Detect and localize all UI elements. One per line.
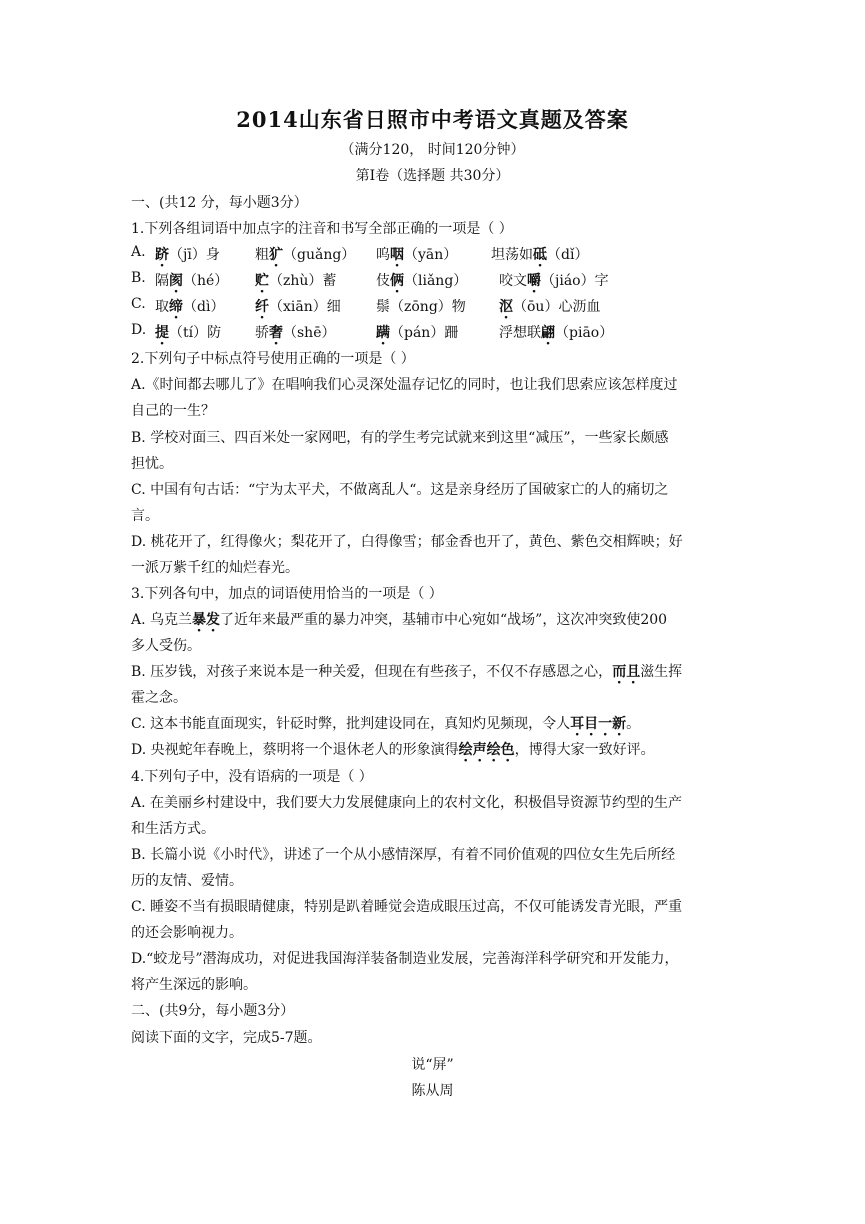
question-3-option-b-cont: 霍之念。: [131, 690, 187, 706]
question-2-option-c-cont: 言。: [131, 508, 159, 524]
dotted-word: 耳目一新: [570, 716, 627, 732]
option-word: 跻（jī）身: [155, 247, 220, 263]
question-4-option-c: C. 睡姿不当有损眼睛健康，特别是趴着睡觉会造成眼压过高，不仅可能诱发青光眼，严重: [131, 899, 683, 915]
option-word: 坦荡如砥（dǐ）: [491, 247, 589, 263]
question-3-option-b: B. 压岁钱，对孩子来说本是一种关爱，但现在有些孩子，不仅不存感恩之心，而且滋生挥: [131, 664, 683, 680]
option-label: B.: [131, 270, 146, 286]
question-3-option-a-cont: 多人受伤。: [131, 638, 201, 654]
question-2-option-d: D. 桃花开了，红得像火；梨花开了，白得像雪；郁金香也开了，黄色、紫色交相辉映；好: [131, 534, 683, 550]
article-author: 陈从周: [411, 1083, 454, 1099]
option-word: 骄奢（shē）: [255, 325, 336, 341]
question-4-option-d: D.“蛟龙号”潜海成功，对促进我国海洋装备制造业发展，完善海洋科学研究和开发能力，: [131, 951, 679, 967]
question-3-stem: 3.下列各句中，加点的词语使用恰当的一项是（ ）: [131, 586, 443, 602]
option-word: 鬃（zōng）物: [376, 299, 466, 315]
option-label: C.: [131, 296, 146, 312]
option-word: 提（tí）防: [155, 325, 222, 341]
option-word: 粗犷（guǎng）: [255, 247, 356, 263]
question-4-option-a: A. 在美丽乡村建设中，我们要大力发展健康向上的农村文化，积极倡导资源节约型的生产: [131, 795, 683, 811]
question-4-stem: 4.下列句子中，没有语病的一项是（ ）: [131, 769, 373, 785]
question-2-option-a-cont: 自己的一生？: [131, 403, 215, 419]
question-4-option-d-cont: 将产生深远的影响。: [131, 977, 257, 993]
question-3-option-c: C. 这本书能直面现实，针砭时弊，批判建设同在，真知灼见频现，令人耳目一新。: [131, 716, 641, 732]
option-word: 隔阂（hé）: [155, 273, 229, 289]
question-4-option-b: B. 长篇小说《小时代》，讲述了一个从小感情深厚，有着不同价值观的四位女生先后所经: [131, 847, 676, 863]
question-2-option-a: A.《时间都去哪儿了》在唱响我们心灵深处温存记忆的同时，也让我们思索应该怎样度过: [131, 377, 678, 393]
option-word: 呜咽（yān）: [376, 247, 458, 263]
question-2-option-c: C. 中国有句古话：“宁为太平犬，不做离乱人“。这是亲身经历了国破家亡的人的痛切之: [131, 482, 669, 498]
option-word: 蹒（pán）跚: [376, 325, 459, 341]
option-word: 取缔（dì）: [155, 299, 225, 315]
question-1-stem: 1.下列各组词语中加点字的注音和书写全部正确的一项是（ ）: [131, 221, 513, 237]
option-word: 纤（xiān）细: [255, 299, 341, 315]
question-2-option-d-cont: 一派万紫千红的灿烂春光。: [131, 560, 299, 576]
volume-heading: 第Ⅰ卷（选择题 共30分）: [355, 168, 510, 184]
option-word: 伎俩（liǎng）: [376, 273, 468, 289]
question-2-stem: 2.下列句子中标点符号使用正确的一项是（ ）: [131, 351, 415, 367]
option-label: D.: [131, 322, 147, 338]
question-4-option-c-cont: 的还会影响视力。: [131, 925, 243, 941]
dotted-word: 绘声绘色: [458, 742, 515, 758]
question-4-option-a-cont: 和生活方式。: [131, 821, 215, 837]
article-title: 说“屏”: [411, 1057, 454, 1073]
option-word: 浮想联翩（piāo）: [499, 325, 614, 341]
reading-instruction: 阅读下面的文字，完成5-7题。: [131, 1030, 322, 1046]
section-one-heading: 一、(共12 分，每小题3分）: [131, 195, 308, 211]
exam-subtitle: （满分120， 时间120分钟）: [340, 142, 525, 158]
question-2-option-b-cont: 担忧。: [131, 456, 173, 472]
section-two-heading: 二、(共9分，每小题3分）: [131, 1003, 295, 1019]
question-4-option-b-cont: 历的友情、爱情。: [131, 873, 243, 889]
question-2-option-b: B. 学校对面三、四百米处一家网吧，有的学生考完试就来到这里“减压”，一些家长颇感: [131, 430, 669, 446]
page-title: 2014山东省日照市中考语文真题及答案: [236, 107, 629, 132]
option-label: A.: [131, 244, 146, 260]
dotted-word: 暴发: [192, 612, 221, 628]
dotted-word: 而且: [612, 664, 641, 680]
question-3-option-a: A. 乌克兰暴发了近年来最严重的暴力冲突，基辅市中心宛如“战场”，这次冲突致使200: [131, 612, 668, 628]
option-word: 贮（zhù）蓄: [255, 273, 337, 289]
option-word: 咬文嚼（jiáo）字: [499, 273, 609, 289]
option-word: 沤（ōu）心沥血: [499, 299, 601, 315]
question-3-option-d: D. 央视蛇年春晚上，蔡明将一个退休老人的形象演得绘声绘色，博得大家一致好评。: [131, 742, 655, 758]
